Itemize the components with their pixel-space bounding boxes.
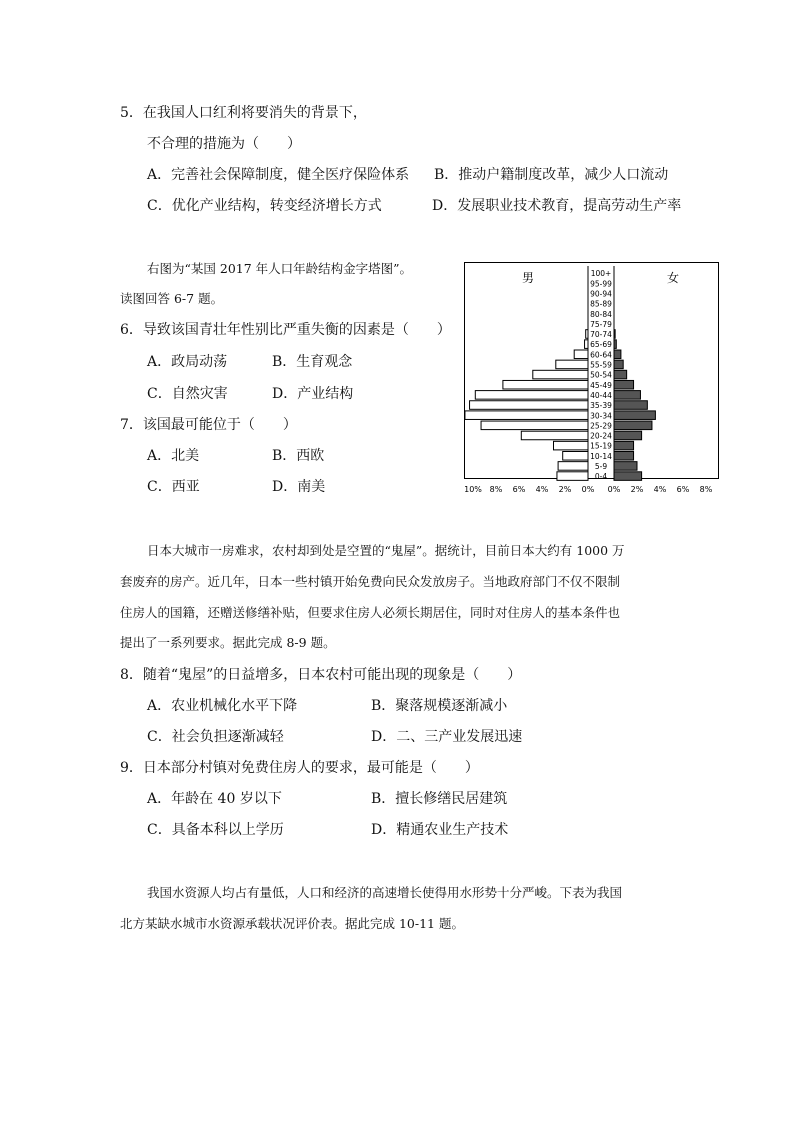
- q6-option-c: C．自然灾害: [147, 386, 228, 402]
- male-bar-70-74: [586, 330, 588, 339]
- female-bar-30-34: [614, 411, 655, 420]
- q8-option-b: B．聚落规模逐渐减小: [371, 698, 508, 714]
- age-group-label: 45-49: [590, 380, 612, 390]
- female-bar-70-74: [614, 330, 615, 339]
- male-bar-5-9: [558, 462, 588, 471]
- q7-option-d: D．南美: [272, 479, 326, 495]
- female-bar-60-64: [614, 350, 621, 359]
- male-bar-30-34: [465, 411, 588, 420]
- x-tick-left: 2%: [558, 485, 572, 494]
- passage-8-9-line2: 套废弃的房产。近几年，日本一些村镇开始免费向民众发放房子。当地政府部门不仅不限制: [120, 574, 621, 589]
- x-tick-right: 6%: [676, 485, 690, 494]
- male-bar-10-14: [563, 452, 588, 461]
- male-bar-20-24: [521, 431, 588, 440]
- age-group-label: 100+: [590, 269, 612, 279]
- passage-10-11-line2: 北方某缺水城市水资源承载状况评价表。据此完成 10-11 题。: [120, 916, 464, 931]
- q8-option-d: D．二、三产业发展迅速: [371, 729, 523, 745]
- female-bar-40-44: [614, 391, 640, 400]
- q8-stem: 8．随着“鬼屋”的日益增多，日本农村可能出现的现象是（ ）: [120, 667, 522, 683]
- q9-stem: 9．日本部分村镇对免费住房人的要求，最可能是（ ）: [120, 760, 479, 776]
- age-group-label: 80-84: [590, 309, 612, 319]
- female-bar-20-24: [614, 431, 642, 440]
- female-bar-15-19: [614, 441, 634, 450]
- x-tick-right: 4%: [653, 485, 667, 494]
- x-tick-left: 10%: [464, 485, 482, 494]
- x-tick-left: 6%: [512, 485, 526, 494]
- q7-option-a: A．北美: [147, 448, 200, 464]
- male-bar-60-64: [574, 350, 588, 359]
- q9-option-a: A．年龄在 40 岁以下: [147, 791, 282, 807]
- age-group-label: 55-59: [590, 360, 612, 370]
- q5-option-b: B．推动户籍制度改革，减少人口流动: [434, 167, 669, 183]
- x-tick-right: 2%: [630, 485, 644, 494]
- intro-6-7-line1: 右图为“某国 2017 年人口年龄结构金字塔图”。: [147, 261, 413, 276]
- q8-option-c: C．社会负担逐渐减轻: [147, 729, 284, 745]
- q5-option-a: A．完善社会保障制度，健全医疗保险体系: [147, 167, 410, 183]
- q5-stem-2: 不合理的措施为（ ）: [147, 136, 301, 152]
- female-bar-45-49: [614, 380, 634, 389]
- female-bar-65-69: [614, 340, 616, 349]
- age-group-label: 60-64: [590, 350, 612, 360]
- female-bar-25-29: [614, 421, 652, 430]
- age-group-label: 70-74: [590, 330, 612, 340]
- q6-option-a: A．政局动荡: [147, 354, 228, 370]
- intro-6-7-line2: 读图回答 6-7 题。: [120, 291, 224, 306]
- q5-stem: 5．在我国人口红利将要消失的背景下，: [120, 105, 367, 121]
- passage-10-11-line1: 我国水资源人均占有量低，人口和经济的高速增长使得用水形势十分严峻。下表为我国: [147, 885, 623, 900]
- male-bar-35-39: [470, 401, 588, 410]
- q8-option-a: A．农业机械化水平下降: [147, 698, 298, 714]
- x-tick-right: 0%: [607, 485, 621, 494]
- age-group-label: 50-54: [590, 370, 612, 380]
- female-bar-5-9: [614, 462, 637, 471]
- passage-8-9-line4: 提出了一系列要求。据此完成 8-9 题。: [120, 635, 336, 650]
- male-bar-55-59: [556, 360, 588, 369]
- male-bar-0-4: [557, 472, 588, 481]
- q5-option-d: D．发展职业技术教育，提高劳动生产率: [432, 198, 682, 214]
- q5-option-c: C．优化产业结构，转变经济增长方式: [147, 198, 382, 214]
- age-group-label: 65-69: [590, 340, 612, 350]
- age-group-label: 15-19: [590, 441, 612, 451]
- female-bar-10-14: [614, 452, 634, 461]
- age-group-label: 25-29: [590, 421, 612, 431]
- q6-option-d: D．产业结构: [272, 386, 354, 402]
- q9-option-b: B．擅长修缮民居建筑: [371, 791, 508, 807]
- female-bar-35-39: [614, 401, 647, 410]
- female-bar-0-4: [614, 472, 642, 481]
- q9-option-c: C．具备本科以上学历: [147, 822, 284, 838]
- age-group-label: 30-34: [590, 411, 612, 421]
- x-tick-right: 8%: [699, 485, 713, 494]
- x-tick-left: 8%: [489, 485, 503, 494]
- age-group-label: 35-39: [590, 401, 612, 411]
- age-group-label: 0-4: [594, 472, 608, 482]
- female-label: 女: [667, 271, 680, 285]
- q6-option-b: B．生育观念: [272, 354, 353, 370]
- male-bar-45-49: [503, 380, 588, 389]
- male-label: 男: [522, 271, 535, 285]
- male-bar-65-69: [585, 340, 588, 349]
- age-group-label: 20-24: [590, 431, 612, 441]
- passage-8-9-line1: 日本大城市一房难求，农村却到处是空置的“鬼屋”。据统计，目前日本大约有 1000 万: [147, 543, 625, 558]
- age-group-label: 40-44: [590, 390, 612, 400]
- male-bar-50-54: [533, 370, 588, 379]
- q7-stem: 7．该国最可能位于（ ）: [120, 417, 297, 433]
- age-group-label: 5-9: [594, 462, 608, 471]
- q6-stem: 6．导致该国青壮年性别比严重失衡的因素是（ ）: [120, 322, 451, 338]
- age-group-label: 75-79: [590, 319, 612, 329]
- male-bar-25-29: [481, 421, 588, 430]
- q7-option-b: B．西欧: [272, 448, 325, 464]
- age-group-label: 10-14: [590, 451, 612, 461]
- female-bar-55-59: [614, 360, 623, 369]
- female-bar-50-54: [614, 370, 627, 379]
- x-tick-left: 0%: [581, 485, 595, 494]
- population-pyramid-chart: [464, 262, 720, 498]
- passage-8-9-line3: 住房人的国籍，还赠送修缮补贴，但要求住房人必须长期居住，同时对住房人的基本条件也: [120, 605, 621, 620]
- age-group-label: 85-89: [590, 299, 612, 309]
- x-tick-left: 4%: [535, 485, 549, 494]
- age-group-label: 90-94: [590, 289, 612, 299]
- male-bar-15-19: [554, 441, 589, 450]
- q7-option-c: C．西亚: [147, 479, 200, 495]
- male-bar-40-44: [475, 391, 588, 400]
- q9-option-d: D．精通农业生产技术: [371, 822, 509, 838]
- age-group-label: 95-99: [590, 279, 612, 289]
